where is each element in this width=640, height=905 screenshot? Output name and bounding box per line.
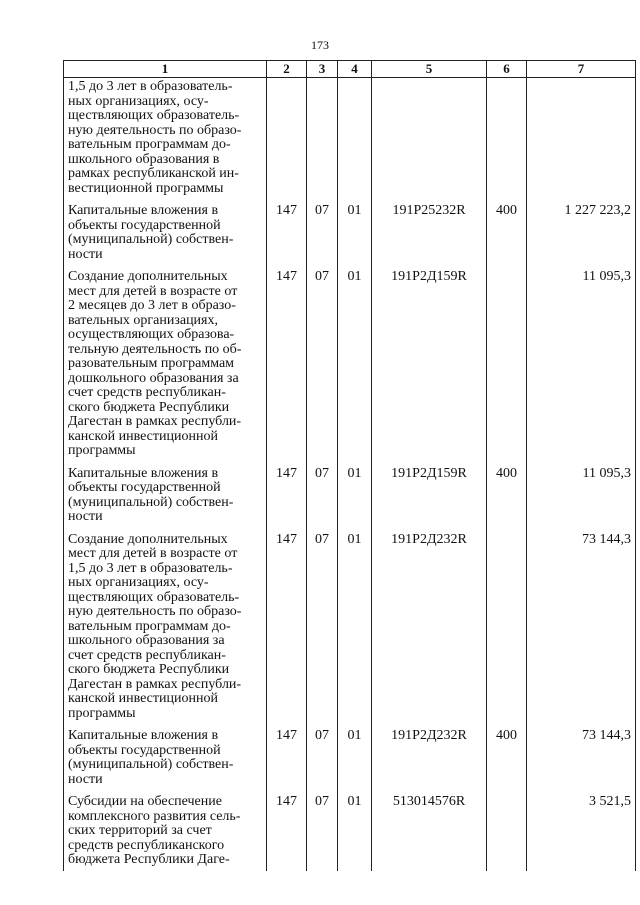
target-article-code-cell [372, 462, 487, 528]
amount-cell [527, 724, 636, 790]
target-article-code: 191Р2Д159R [391, 269, 467, 284]
target-article-code-cell [372, 528, 487, 725]
section-code: 07 [315, 203, 329, 218]
target-article-code: 513014576R [392, 794, 466, 809]
expense-type-code-cell [487, 790, 527, 871]
subsection-code-cell [338, 199, 372, 265]
amount: 1 227 223,2 [564, 203, 631, 218]
table-row [64, 78, 636, 200]
amount: 73 144,3 [582, 728, 631, 743]
item-name-cell [64, 78, 267, 200]
header-col-5: 5 [372, 61, 487, 78]
section-code: 07 [315, 794, 329, 809]
section-code-cell [307, 78, 338, 200]
target-article-code: 191Р2Д159R [391, 465, 467, 481]
item-name: 1,5 до 3 лет в образователь- ных организациях, осу- ществляющих образователь- ную деятельность по образо- вательным программам до- школьного образования в рамках республиканской ин- вестиционной программы [68, 79, 242, 196]
section-code: 07 [315, 465, 329, 481]
subsection-code: 01 [347, 465, 362, 481]
amount: 73 144,3 [582, 531, 631, 547]
amount-cell [527, 78, 636, 200]
table-row [64, 528, 636, 725]
ministry-code-cell [267, 78, 307, 200]
section-code-cell [307, 724, 338, 790]
target-article-code-cell [372, 199, 487, 265]
section-code-cell [307, 462, 338, 528]
ministry-code-cell [267, 528, 307, 725]
target-article-code: 191Р2Д232R [391, 531, 467, 547]
table-row [64, 724, 636, 790]
ministry-code: 147 [276, 269, 297, 284]
header-row [64, 61, 636, 78]
item-name: Субсидии на обеспечение комплексного развития сель- ских территорий за счет средств республиканского бюджета Республики Даге- [68, 794, 241, 867]
subsection-code-cell [338, 724, 372, 790]
budget-table [63, 60, 636, 871]
amount-cell [527, 528, 636, 725]
page-number: 173 [311, 38, 329, 52]
section-code-cell [307, 199, 338, 265]
section-code: 07 [315, 728, 329, 743]
target-article-code-cell [372, 724, 487, 790]
ministry-code-cell [267, 790, 307, 871]
header-col-2: 2 [267, 61, 307, 78]
item-name: Создание дополнительных мест для детей в возрасте от 2 месяцев до 3 лет в образо- вательных организациях, осуществляющих образова- тельную деятельность по об- разовательным программам дошкольного образования за счет средств республикан- ского бюджета Республики Дагестан в рамках республи- канской инвестиционной программы [68, 269, 242, 458]
item-name-cell [64, 724, 267, 790]
table-body [64, 78, 636, 871]
target-article-code-cell [372, 78, 487, 200]
section-code: 07 [315, 269, 329, 284]
target-article-code: 191Р2Д232R [391, 728, 467, 743]
amount: 11 095,3 [582, 269, 631, 284]
expense-type-code-cell [487, 78, 527, 200]
item-name-cell [64, 265, 267, 462]
ministry-code: 147 [276, 203, 297, 218]
expense-type-code: 400 [496, 465, 517, 481]
subsection-code: 01 [347, 728, 362, 743]
subsection-code-cell [338, 462, 372, 528]
amount-cell [527, 790, 636, 871]
expense-type-code-cell [487, 265, 527, 462]
subsection-code: 01 [347, 203, 362, 218]
table-row [64, 199, 636, 265]
subsection-code-cell [338, 790, 372, 871]
ministry-code: 147 [276, 465, 297, 481]
header-col-6: 6 [487, 61, 527, 78]
section-code-cell [307, 528, 338, 725]
target-article-code-cell [372, 790, 487, 871]
subsection-code: 01 [347, 531, 362, 547]
section-code: 07 [315, 531, 329, 547]
item-name: Капитальные вложения в объекты государственной (муниципальной) собствен- ности [68, 203, 234, 262]
target-article-code: 191Р25232R [392, 203, 466, 218]
subsection-code: 01 [347, 269, 362, 284]
amount-cell [527, 199, 636, 265]
item-name-cell [64, 462, 267, 528]
subsection-code-cell [338, 265, 372, 462]
ministry-code-cell [267, 724, 307, 790]
item-name: Капитальные вложения в объекты государственной (муниципальной) собствен- ности [68, 465, 234, 524]
target-article-code-cell [372, 265, 487, 462]
expense-type-code-cell [487, 528, 527, 725]
amount-cell [527, 265, 636, 462]
table-row [64, 462, 636, 528]
item-name-cell [64, 199, 267, 265]
table-row [64, 265, 636, 462]
section-code-cell [307, 265, 338, 462]
item-name: Создание дополнительных мест для детей в возрасте от 1,5 до 3 лет в образователь- ных организациях, осу- ществляющих образователь- ную деятельность по образо- вательным программам до- школьного образования за счет средств республикан- ского бюджета Республики Дагестан в рамках республи- канской инвестиционной программы [68, 531, 242, 721]
item-name: Капитальные вложения в объекты государственной (муниципальной) собствен- ности [68, 728, 234, 787]
ministry-code-cell [267, 199, 307, 265]
expense-type-code-cell [487, 462, 527, 528]
subsection-code-cell [338, 78, 372, 200]
expense-type-code: 400 [496, 728, 517, 743]
ministry-code-cell [267, 462, 307, 528]
ministry-code: 147 [276, 531, 297, 547]
amount: 11 095,3 [582, 465, 631, 481]
ministry-code: 147 [276, 728, 297, 743]
subsection-code-cell [338, 528, 372, 725]
subsection-code: 01 [347, 794, 362, 809]
item-name-cell [64, 528, 267, 725]
header-col-4: 4 [338, 61, 372, 78]
amount: 3 521,5 [589, 794, 631, 809]
expense-type-code-cell [487, 199, 527, 265]
expense-type-code-cell [487, 724, 527, 790]
table-row [64, 790, 636, 871]
item-name-cell [64, 790, 267, 871]
header-col-3: 3 [307, 61, 338, 78]
section-code-cell [307, 790, 338, 871]
expense-type-code: 400 [496, 203, 517, 218]
header-col-7: 7 [527, 61, 636, 78]
ministry-code: 147 [276, 794, 297, 809]
ministry-code-cell [267, 265, 307, 462]
header-col-1: 1 [64, 61, 267, 78]
amount-cell [527, 462, 636, 528]
